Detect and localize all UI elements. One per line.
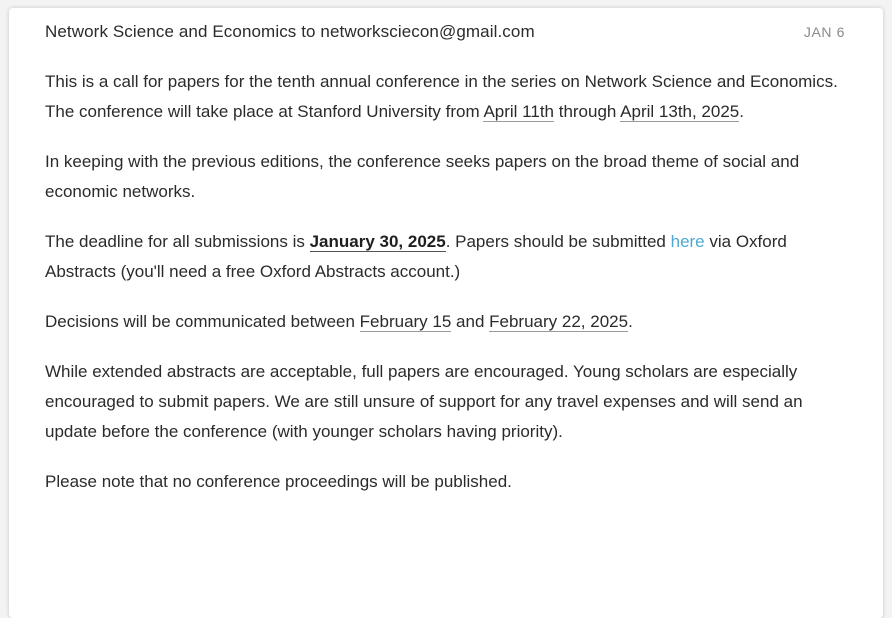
intro-through: through [554,102,621,121]
paragraph-decisions [45,307,843,337]
start-date[interactable]: April 11th [483,102,554,121]
decisions-text: Decisions will be communicated between [45,312,360,331]
submission-link[interactable]: here [670,232,705,251]
sender-line: Network Science and Economics to networksciecon@gmail.com [45,22,535,41]
email-date: JAN 6 [803,24,845,40]
decision-end-date[interactable]: February 22, 2025 [489,312,629,331]
decisions-period: . [628,312,633,331]
decisions-and: and [451,312,490,331]
intro-period: . [739,102,744,121]
deadline-text-3: via Oxford Abstracts (you'll need a free Oxford Abstracts account.) [45,232,787,281]
paragraph-proceedings: Please note that no conference proceedings will be published. [45,472,512,491]
paragraph-scholars: While extended abstracts are acceptable, full papers are encouraged. Young scholars are especially encouraged to submit papers. We are still unsure of support for any travel expenses and will send an update before the conference (with younger scholars having priority). [45,362,803,441]
paragraph-theme: In keeping with the previous editions, the conference seeks papers on the broad theme of social and economic networks. [45,152,800,201]
intro-text: This is a call for papers for the tenth annual conference in the series on Network Science and Economics. The conference will take place at Stanford University from [45,72,838,121]
deadline-text-2: . Papers should be submitted [445,232,671,251]
email-body [45,67,843,517]
deadline-text: The deadline for all submissions is [45,232,310,251]
paragraph-intro [45,67,843,127]
decision-start-date[interactable]: February 15 [359,312,452,331]
deadline-date[interactable]: January 30, 2025 [309,232,446,251]
email-header [45,20,845,44]
paragraph-deadline [45,227,843,287]
email-card [9,8,883,618]
end-date[interactable]: April 13th, 2025 [620,102,740,121]
